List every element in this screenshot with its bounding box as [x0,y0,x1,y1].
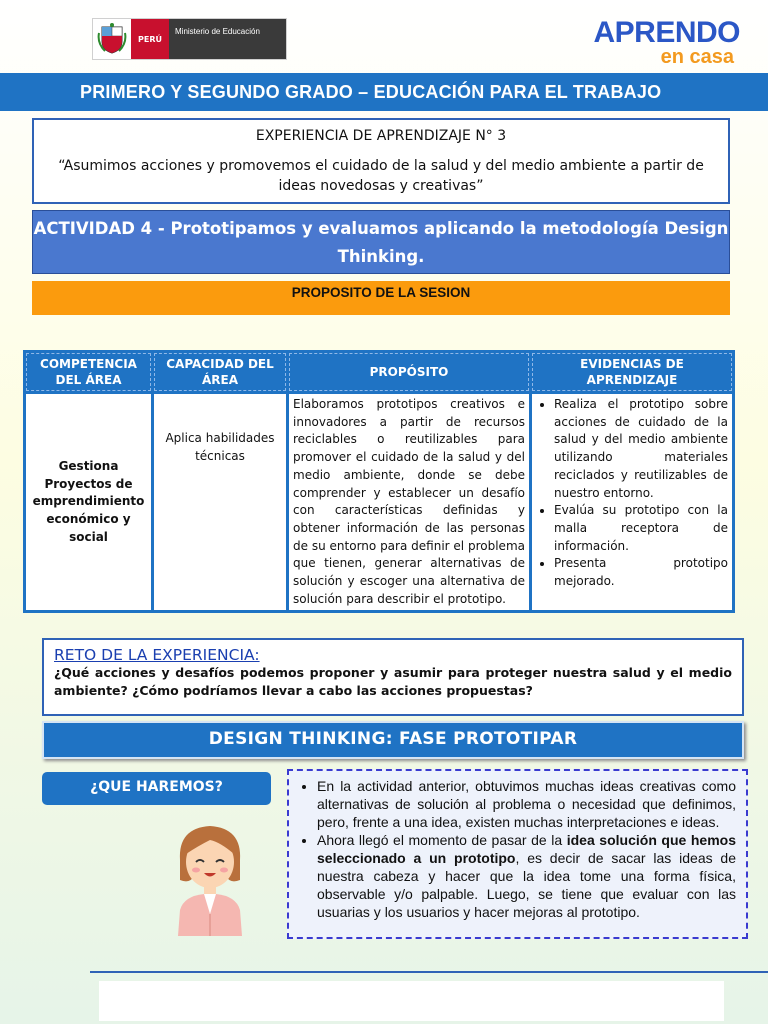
ministry-label: Ministerio de Educación [169,19,286,59]
evidence-item: • Realiza el prototipo sobre acciones de cuidado de la salud y del medio ambiente utilizando materiales reciclados y reutilizables de nuestro entorno. [554,396,728,502]
challenge-box [42,638,744,716]
challenge-text: ¿Qué acciones y desafíos podemos proponer y asumir para proteger nuestra salud y el medio ambiente? ¿Cómo podríamos llevar a cabo las acciones propuestas? [54,665,732,698]
experience-title: EXPERIENCIA DE APRENDIZAJE N° 3 [255,128,507,144]
ministry-logo [92,18,287,60]
country-label: PERÚ [131,19,169,59]
grade-banner: PRIMERO Y SEGUNDO GRADO – EDUCACIÓN PARA EL TRABAJO [0,73,768,111]
teacher-illustration [170,818,250,936]
purpose-bar: PROPOSITO DE LA SESION [32,281,730,315]
cell-proposito: Elaboramos prototipos creativos e innovadores a partir de recursos reciclables o reutilizables para promover el cuidado de la salud y del medio ambiente, donde se debe comprender y establecer un desafío con características definidas y obtener información de las personas de su entorno para definir el problema que tienen, generar alternativas de solución y escoger una alternativa de solución para describir el prototipo. [289,394,529,610]
info-box [287,769,748,939]
aprendo-en-casa-logo [590,18,740,66]
challenge-title: RETO DE LA EXPERIENCIA: [54,646,260,664]
info-bullet-text: , es decir de sacar las ideas de nuestra cabeza y hacer que la idea tome una forma física, observable y/o palpable. Luego, se tiene que evaluar con las usuarias y los usuarios y hacer mejoras al prototipo. [317,850,736,920]
info-bullet-bold: idea solución que hemos seleccionado a un prototipo [317,832,736,866]
design-thinking-heading: DESIGN THINKING: FASE PROTOTIPAR [42,721,744,759]
table-row [26,394,732,610]
evidence-item: • Presenta prototipo mejorado. [554,555,728,590]
header-evidencias: EVIDENCIAS DE APRENDIZAJE [532,353,732,391]
activity-title: ACTIVIDAD 4 - Prototipamos y evaluamos aplicando la metodología Design Thinking. [32,210,730,274]
header-capacidad: CAPACIDAD DEL ÁREA [154,353,286,391]
experience-box [32,118,730,204]
brand-top: APRENDO [593,16,740,49]
cell-evidencias [532,394,732,610]
info-bullet-text: Ahora llegó el momento de pasar de la [317,832,567,848]
competency-table [23,350,735,613]
que-haremos-label: ¿QUE HAREMOS? [42,772,271,805]
table-header-row [26,353,732,391]
footer-box [99,981,724,1021]
header-proposito: PROPÓSITO [289,353,529,391]
info-bullet [317,831,736,921]
cell-competencia: Gestiona Proyectos de emprendimiento económico y social [26,394,151,610]
cell-capacidad: Aplica habilidades técnicas [154,394,286,610]
evidence-item: • Evalúa su prototipo con la malla receptora de información. [554,502,728,555]
header-competencia: COMPETENCIA DEL ÁREA [26,353,151,391]
coat-of-arms-icon [93,19,131,59]
info-bullet: • En la actividad anterior, obtuvimos muchas ideas creativas como alternativas de solución al problema o necesidad que definimos, pero, frente a una idea, existen muchas interpretaciones e ideas. [317,777,736,831]
divider-line [90,971,768,973]
brand-bottom: en casa [660,46,734,68]
experience-text: “Asumimos acciones y promovemos el cuidado de la salud y del medio ambiente a partir de ideas novedosas y creativas” [58,158,704,194]
